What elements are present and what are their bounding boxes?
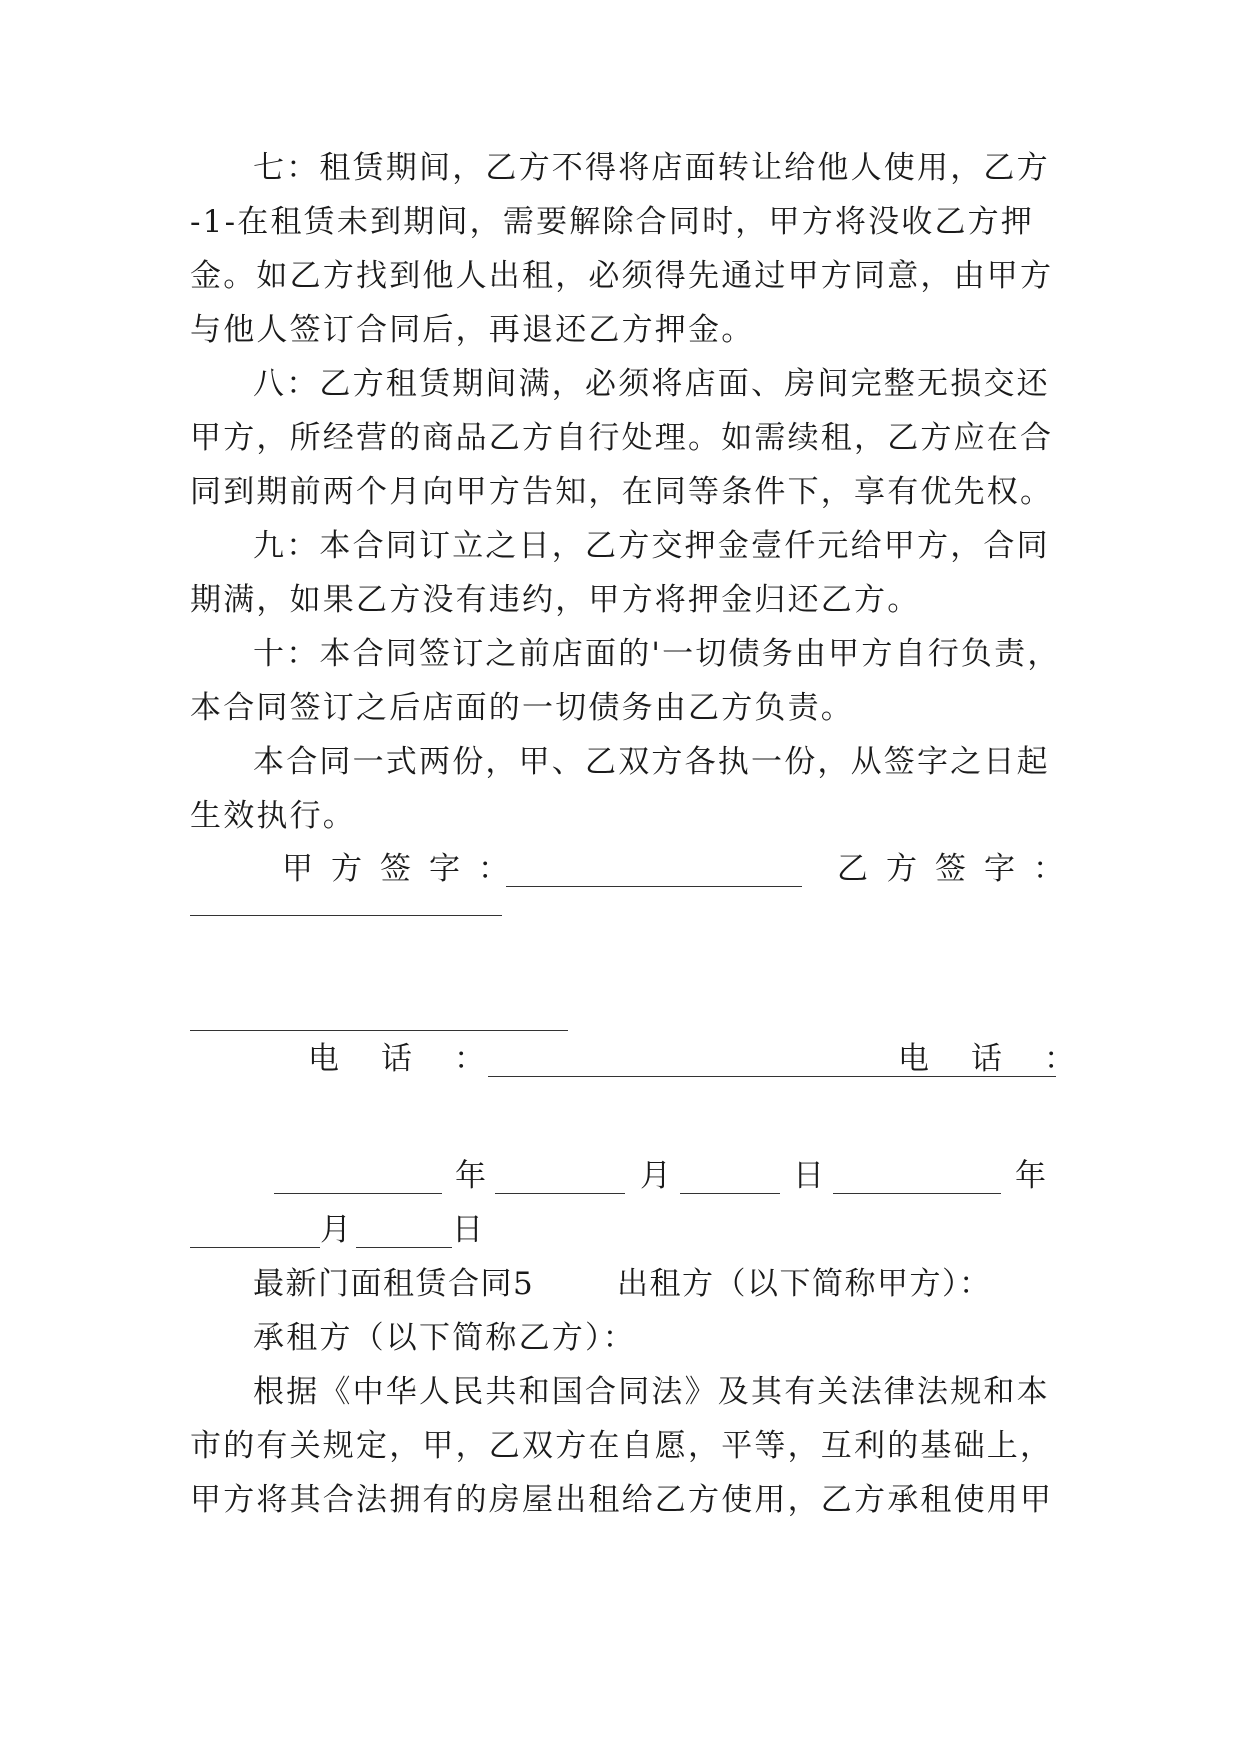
day-b-label: 日: [452, 1212, 483, 1248]
clause-7-line-3: 金。如乙方找到他人出租，必须得先通过甲方同意，由甲方: [190, 258, 1054, 294]
clause-8-line-2: 甲方，所经营的商品乙方自行处理。如需续租，乙方应在合: [190, 420, 1054, 456]
year-b-label: 年: [1015, 1158, 1046, 1194]
closing-line-2: 生效执行。: [190, 798, 356, 834]
party-a-phone-label: 电话：: [308, 1041, 527, 1077]
clause-9-line-1: 九：本合同订立之日，乙方交押金壹仟元给甲方，合同: [253, 528, 1050, 564]
clause-7-line-4: 与他人签订合同后，再退还乙方押金。: [190, 312, 755, 348]
month-b-label: 月: [320, 1212, 351, 1248]
day-b-blank: [356, 1218, 452, 1248]
party-b-phone-blank: [190, 1012, 568, 1031]
day-a-blank: [680, 1164, 780, 1194]
contract-5-title: [253, 1264, 1060, 1304]
contract-5-heading: 最新门面租赁合同5: [253, 1266, 535, 1302]
party-b-phone-label: 电话：: [898, 1041, 1117, 1077]
party-a-signature-blank: [506, 857, 802, 887]
clause-10-line-2: 本合同签订之后店面的一切债务由乙方负责。: [190, 690, 854, 726]
lessee-label: 承租方（以下简称乙方）：: [253, 1320, 636, 1356]
day-a-label: 日: [793, 1158, 824, 1194]
basis-line-2: 市的有关规定，甲，乙双方在自愿，平等，互利的基础上，: [190, 1428, 1054, 1464]
basis-line-3: 甲方将其合法拥有的房屋出租给乙方使用，乙方承租使用甲: [190, 1482, 1054, 1518]
clause-9-line-2: 期满，如果乙方没有违约，甲方将押金归还乙方。: [190, 582, 921, 618]
clause-8-line-3: 同到期前两个月向甲方告知，在同等条件下，享有优先权。: [190, 474, 1054, 510]
party-b-signature-label: 乙方签字：: [837, 851, 1082, 887]
closing-line-1: 本合同一式两份，甲、乙双方各执一份，从签字之日起: [253, 744, 1050, 780]
year-b-blank: [833, 1164, 1001, 1194]
clause-7-line-1: 七：租赁期间，乙方不得将店面转让给他人使用，乙方: [253, 150, 1050, 186]
party-b-signature-blank: [190, 900, 502, 916]
clause-8-line-1: 八：乙方租赁期间满，必须将店面、房间完整无损交还: [253, 366, 1050, 402]
basis-line-1: 根据《中华人民共和国合同法》及其有关法律法规和本: [253, 1374, 1050, 1410]
month-a-label: 月: [640, 1158, 671, 1194]
lessor-label: 出租方（以下简称甲方）：: [616, 1266, 992, 1302]
month-a-blank: [495, 1164, 625, 1194]
date-row: [190, 1156, 1060, 1196]
year-a-blank: [274, 1164, 442, 1194]
phone-row-b: [898, 1039, 1117, 1079]
date-row-2: [190, 1210, 1060, 1250]
year-a-label: 年: [455, 1158, 486, 1194]
party-a-signature-label: 甲方签字：: [282, 851, 527, 887]
clause-10-line-1: 十：本合同签订之前店面的'一切债务由甲方自行负责，: [253, 636, 1061, 672]
signature-row: [190, 849, 1082, 889]
month-b-blank: [190, 1218, 320, 1248]
clause-7-line-2: -1-在租赁未到期间，需要解除合同时，甲方将没收乙方押: [190, 204, 1035, 240]
